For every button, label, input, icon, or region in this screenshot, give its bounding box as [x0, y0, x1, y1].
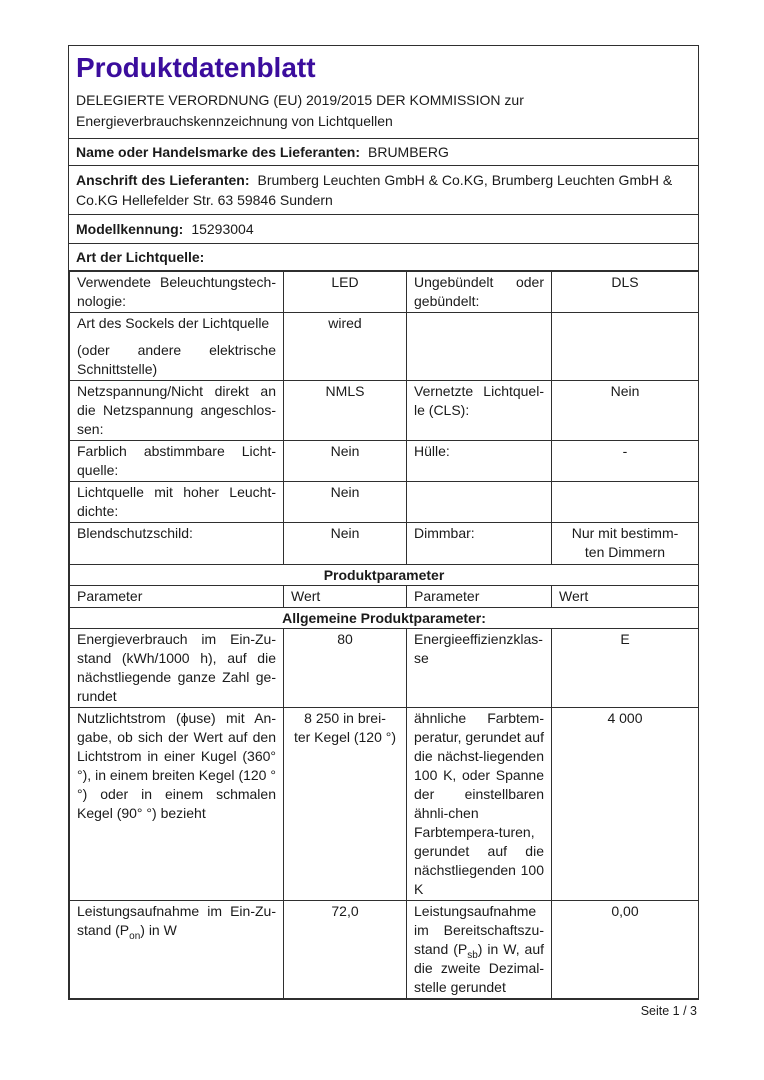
param-cell: Ungebündelt oder gebündelt:	[407, 272, 552, 313]
section-header-row	[70, 565, 699, 586]
table-row	[70, 441, 699, 482]
value-line: ter Kegel (120 °)	[293, 729, 397, 745]
param-cell: Lichtquelle mit hoher Leucht-dichte:	[70, 482, 284, 523]
value-line: Nur mit bestimm-	[571, 525, 679, 541]
param-cell: Blendschutzschild:	[70, 523, 284, 565]
supplier-name-row	[69, 139, 698, 166]
column-header: Wert	[552, 586, 699, 608]
page-number: Seite 1 / 3	[640, 1004, 697, 1018]
model-id-row	[69, 215, 698, 244]
parameters-table	[69, 271, 699, 999]
param-cell: Energieeffizienzklas-se	[407, 629, 552, 708]
value-cell: Nein	[284, 523, 407, 565]
light-source-heading-row	[69, 244, 698, 271]
table-row	[70, 901, 699, 999]
datasheet-document	[68, 45, 699, 1000]
param-cell: ähnliche Farbtem-peratur, gerundet auf die nächst-liegenden 100 K, oder Spanne der einstellbaren ähnli-chen Farbtempera-turen, gerundet auf die nächstliegenden 100 K	[407, 708, 552, 901]
value-cell	[552, 482, 699, 523]
table-row	[70, 381, 699, 441]
param-cell: Dimmbar:	[407, 523, 552, 565]
supplier-name-value: BRUMBERG	[368, 143, 449, 160]
table-row	[70, 272, 699, 313]
value-cell: 0,00	[552, 901, 699, 999]
param-text: Art des Sockels der Lichtquelle	[77, 315, 270, 331]
param-text: Leistungsaufnahme im Ein-Zu-stand (P	[77, 903, 276, 938]
supplier-address-row	[69, 166, 698, 215]
param-cell: Nutzlichtstrom (ϕuse) mit An-gabe, ob sich der Wert auf den Lichtstrom in einer Kugel (360° °), in einem breiten Kegel (120 °°) oder in einem schmalen Kegel (90° °) bezieht	[70, 708, 284, 901]
regulation-line-2: Energieverbrauchskennzeichnung von Lichtquellen	[76, 112, 393, 129]
supplier-name-label: Name oder Handelsmarke des Lieferanten:	[76, 143, 360, 160]
value-line: ten Dimmern	[584, 544, 666, 560]
param-cell	[70, 313, 284, 381]
param-cell: Farblich abstimmbare Licht-quelle:	[70, 441, 284, 482]
value-cell	[552, 523, 699, 565]
model-id-value: 15293004	[191, 220, 254, 237]
supplier-address-label: Anschrift des Lieferanten:	[76, 172, 250, 188]
param-cell: Energieverbrauch im Ein-Zu-stand (kWh/1000 h), auf die nächstliegende ganze Zahl ge-rundet	[70, 629, 284, 708]
value-cell: wired	[284, 313, 407, 381]
param-text: ) in W	[140, 922, 177, 938]
value-cell: 72,0	[284, 901, 407, 999]
value-cell: 80	[284, 629, 407, 708]
column-header: Parameter	[407, 586, 552, 608]
table-row	[70, 482, 699, 523]
value-cell: DLS	[552, 272, 699, 313]
value-cell: Nein	[284, 441, 407, 482]
column-header-row	[70, 586, 699, 608]
page-title: Produktdatenblatt	[76, 52, 316, 83]
param-text: ) in W, auf die zweite Dezimal-stelle gerundet	[414, 941, 545, 995]
param-cell: Hülle:	[407, 441, 552, 482]
value-cell: Nein	[284, 482, 407, 523]
table-row	[70, 313, 699, 381]
value-cell: LED	[284, 272, 407, 313]
table-row	[70, 708, 699, 901]
param-cell	[407, 482, 552, 523]
subscript-sb: sb	[467, 949, 478, 961]
param-text: Leistungsaufnahme im Bereitschaftszu-stand (P	[414, 903, 544, 957]
param-cell	[70, 901, 284, 999]
column-header: Wert	[284, 586, 407, 608]
regulation-line-1: DELEGIERTE VERORDNUNG (EU) 2019/2015 DER KOMMISSION zur	[76, 92, 524, 108]
value-cell: Nein	[552, 381, 699, 441]
supplier-address-value: Brumberg Leuchten GmbH & Co.KG, Brumberg Leuchten GmbH & Co.KG Hellefelder Str. 63 59846 Sundern	[76, 172, 673, 208]
param-subtext: (oder andere elektrische Schnittstelle)	[77, 342, 276, 377]
param-cell: Netzspannung/Nicht direkt an die Netzspannung angeschlos-sen:	[70, 381, 284, 441]
table-row	[70, 523, 699, 565]
section-header-row	[70, 608, 699, 629]
subscript-on: on	[129, 930, 141, 942]
param-cell: Verwendete Beleuchtungstech-nologie:	[70, 272, 284, 313]
value-cell: 4 000	[552, 708, 699, 901]
table-row	[70, 629, 699, 708]
value-cell: E	[552, 629, 699, 708]
value-cell: NMLS	[284, 381, 407, 441]
section-title: Allgemeine Produktparameter:	[70, 608, 699, 629]
value-cell	[284, 708, 407, 901]
value-line: 8 250 in brei-	[304, 710, 386, 726]
param-cell	[407, 313, 552, 381]
value-cell: -	[552, 441, 699, 482]
title-section	[69, 46, 698, 139]
param-cell	[407, 901, 552, 999]
param-cell: Vernetzte Lichtquel-le (CLS):	[407, 381, 552, 441]
light-source-heading: Art der Lichtquelle:	[76, 248, 205, 265]
column-header: Parameter	[70, 586, 284, 608]
value-cell	[552, 313, 699, 381]
section-title: Produktparameter	[70, 565, 699, 586]
model-id-label: Modellkennung:	[76, 220, 184, 237]
